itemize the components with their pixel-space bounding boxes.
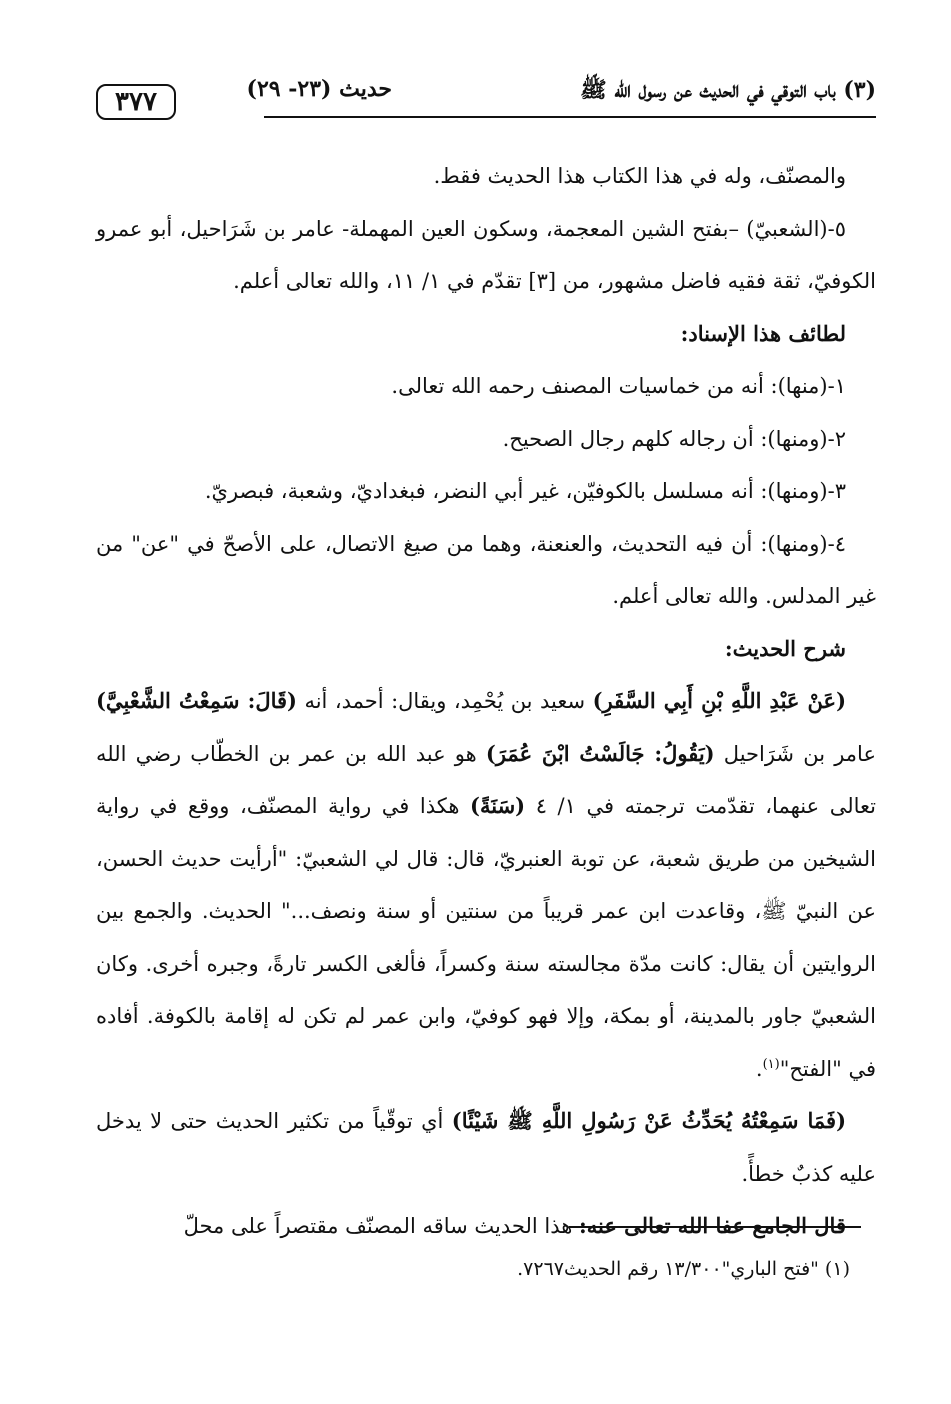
commentary-segment: عامر بن شَرَاحيل xyxy=(714,741,876,766)
footnote-reference[interactable]: (١) xyxy=(762,1056,780,1072)
footnote-separator xyxy=(569,1226,861,1228)
matn-segment: (عَنْ عَبْدِ اللَّهِ بْنِ أَبِي السَّفَرِ) xyxy=(592,688,847,713)
footnote-1: (١) "فتح الباري"١٣/٣٠٠ رقم الحديث٧٢٦٧. xyxy=(517,1258,850,1280)
page-number: ٣٧٧ xyxy=(115,87,157,117)
commentary-segment: سعيد بن يُحْمِد، ويقال: أحمد، أنه xyxy=(296,689,593,713)
matn-segment: (يَقُولُ: جَالَسْتُ ابْنَ عُمَرَ) xyxy=(485,740,715,766)
commentary-segment: أي توقّياً من تكثير الحديث حتى لا يدخل عليه كذبٌ خطأً. xyxy=(96,1109,876,1186)
running-header xyxy=(96,70,876,118)
paragraph-intro: والمصنّف، وله في هذا الكتاب هذا الحديث فقط. xyxy=(433,164,846,188)
main-text xyxy=(96,150,876,1253)
paragraph-shabi: ٥-(الشعبيّ) –بفتح الشين المعجمة، وسكون العين المهملة- عامر بن شَرَاحيل، أبو عمرو الكوفيّ، ثقة فقيه فاضل مشهور، من [٣] تقدّم في ١/ ١١، والله تعالى أعلم. xyxy=(96,216,876,293)
header-rule xyxy=(264,116,876,118)
lataif-item-1: ١-(منها): أنه من خماسيات المصنف رحمه الله تعالى. xyxy=(391,374,846,398)
commentary-segment: هو عبد الله بن عمر بن الخطّاب رضي الله تعالى عنهما، تقدّمت ترجمته في ١/ ٤ xyxy=(96,741,876,818)
lataif-item-2: ٢-(ومنها): أن رجاله كلهم رجال الصحيح. xyxy=(502,426,846,451)
matn-segment: (فَمَا سَمِعْتُهُ يُحَدِّثُ عَنْ رَسُولِ اللَّهِ ﷺ شَيْئًا) xyxy=(451,1108,847,1133)
heading-lataif: لطائف هذا الإسناد: xyxy=(680,320,846,346)
chapter-title: (٣) باب التوقي في الحديث عن رسول الله ﷺ xyxy=(580,77,876,103)
matn-segment: (قَالَ: سَمِعْتُ الشَّعْبِيَّ) xyxy=(96,688,297,713)
compiler-remark-label: قال الجامع عفا الله تعالى عنه: xyxy=(578,1213,846,1238)
sharh-paragraph-1 xyxy=(96,675,876,1095)
heading-sharh: شرح الحديث: xyxy=(724,635,846,661)
hadith-range: حديث (٢٣- ٢٩) xyxy=(246,76,392,102)
commentary-segment: هذا الحديث ساقه المصنّف مقتصراً على محلّ xyxy=(183,1214,579,1238)
lataif-item-4: ٤-(ومنها): أن فيه التحديث، والعنعنة، وهما من صيغ الاتصال، على الأصحّ في "عن" من غير المدلس. والله تعالى أعلم. xyxy=(96,531,876,608)
matn-segment: (سَنَةً) xyxy=(470,793,526,818)
lataif-item-3: ٣-(ومنها): أنه مسلسل بالكوفيّن، غير أبي النضر، فبغداديّ، وشعبة، فبصريّ. xyxy=(204,479,846,503)
sentence-end: . xyxy=(755,1056,763,1081)
page-number-box xyxy=(96,84,176,120)
commentary-segment: هكذا في رواية المصنّف، ووقع في رواية الشيخين من طريق شعبة، عن توبة العنبريّ، قال: قال لي الشعبيّ: "أرأيت حديث الحسن، عن النبيّ ﷺ، وقاعدت ابن عمر قريباً من سنتين أو سنة ونصف..." الحديث. والجمع بين الروايتين أن يقال: كانت مدّة مجالسته سنة وكسراً، فألغى الكسر تارةً، وجبره أخرى. وكان الشعبيّ جاور بالمدينة، أو بمكة، وإلا فهو كوفيّ، وابن عمر لم تكن له إقامة بالكوفة. أفاده في "الفتح" xyxy=(96,794,876,1081)
sharh-paragraph-2 xyxy=(96,1095,876,1200)
